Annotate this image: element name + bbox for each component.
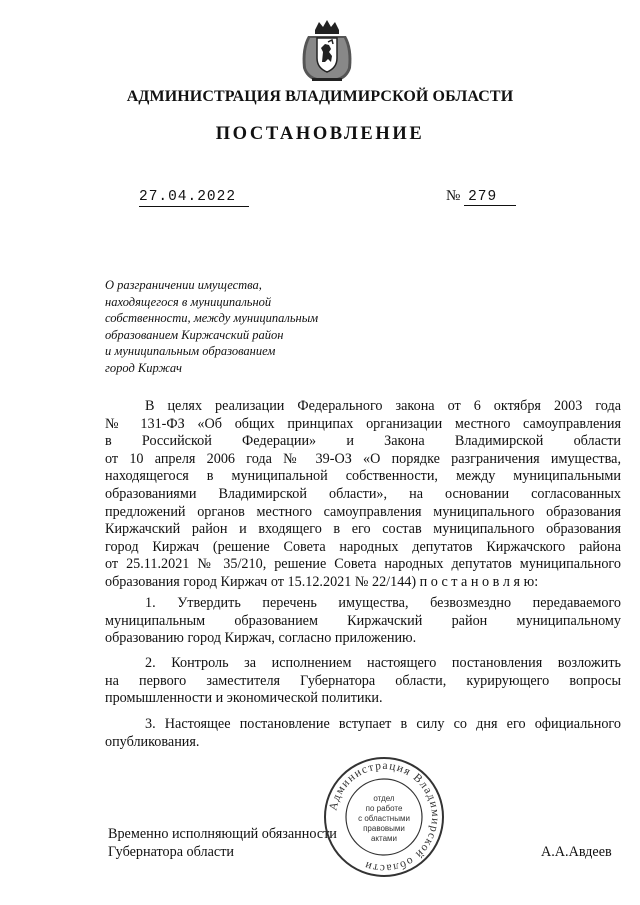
text-line: в Российской Федерации» и Закона Владимирской области bbox=[105, 433, 621, 450]
subject-line: образованием Киржачский район bbox=[105, 327, 284, 342]
signatory-title bbox=[108, 826, 337, 861]
item-2-paragraph bbox=[105, 655, 621, 708]
subject-line: город Киржач bbox=[105, 360, 182, 375]
text-line: находящегося в муниципальной собственности, между муниципальными bbox=[105, 468, 621, 485]
subject-line: О разграничении имущества, bbox=[105, 278, 262, 292]
item-3-paragraph bbox=[105, 716, 621, 751]
number-value: 279 bbox=[464, 189, 516, 206]
text-line: от 25.11.2021 № 35/210, решение Совета народных депутатов муниципального bbox=[105, 556, 621, 573]
document-number bbox=[446, 188, 516, 206]
svg-text:отдел: отдел bbox=[373, 794, 395, 803]
text-line: 2. Контроль за исполнением настоящего постановления возложить bbox=[145, 655, 621, 671]
text-line: на первого заместителя Губернатора области, курирующего вопросы bbox=[105, 672, 621, 689]
svg-text:по работе: по работе bbox=[365, 804, 403, 813]
text-line: В целях реализации Федерального закона от 6 октября 2003 года bbox=[145, 398, 621, 414]
text-line: образованиями Владимирской области», на основании согласованных bbox=[105, 485, 621, 502]
item-1-paragraph bbox=[105, 595, 621, 648]
text-line: опубликования. bbox=[105, 733, 200, 750]
subject-line: и муниципальным образованием bbox=[105, 344, 276, 358]
text-line: образования город Киржач от 15.12.2021 № 22/144) п о с т а н о в л я ю: bbox=[105, 573, 539, 590]
signatory-title-line: Губернатора области bbox=[108, 843, 234, 860]
subject-line: собственности, между муниципальным bbox=[105, 311, 319, 325]
text-line: Киржачский район и входящего в его состав муниципального образования bbox=[105, 521, 621, 538]
document-type: ПОСТАНОВЛЕНИЕ bbox=[215, 124, 425, 144]
text-line: муниципальным образованием Киржачский район муниципальному bbox=[105, 612, 621, 629]
document-date: 27.04.2022 bbox=[139, 189, 249, 207]
text-line: от 10 апреля 2006 года № 39-ОЗ «О порядке разграничения имущества, bbox=[105, 450, 621, 467]
organization-title: АДМИНИСТРАЦИЯ ВЛАДИМИРСКОЙ ОБЛАСТИ bbox=[126, 88, 514, 105]
preamble-paragraph bbox=[105, 398, 621, 592]
number-sign: № bbox=[446, 188, 461, 204]
svg-text:актами: актами bbox=[370, 834, 398, 843]
text-line: город Киржач (решение Совета народных депутатов Киржачского района bbox=[105, 538, 621, 555]
document-subject bbox=[105, 277, 318, 376]
text-line: предложений органов местного самоуправления муниципального образования bbox=[105, 503, 621, 520]
svg-text:правовыми: правовыми bbox=[363, 824, 405, 833]
signatory-title-line: Временно исполняющий обязанности bbox=[108, 826, 337, 842]
text-line: 3. Настоящее постановление вступает в силу со дня его официального bbox=[145, 716, 621, 732]
subject-line: находящегося в муниципальной bbox=[105, 294, 272, 309]
text-line: промышленности и экономической политики. bbox=[105, 690, 383, 707]
svg-text:с областными: с областными bbox=[358, 814, 410, 823]
text-line: образованию город Киржач, согласно приложению. bbox=[105, 630, 417, 647]
text-line: 1. Утвердить перечень имущества, безвозмездно передаваемого bbox=[145, 595, 621, 611]
coat-of-arms-icon bbox=[298, 18, 356, 84]
signatory-name: А.А.Авдеев bbox=[541, 844, 612, 860]
text-line: № 131-ФЗ «Об общих принципах организации местного самоуправления bbox=[105, 415, 621, 432]
official-stamp bbox=[322, 755, 446, 879]
svg-text:Администрация Владимирской обл: Администрация Владимирской области bbox=[327, 759, 442, 875]
